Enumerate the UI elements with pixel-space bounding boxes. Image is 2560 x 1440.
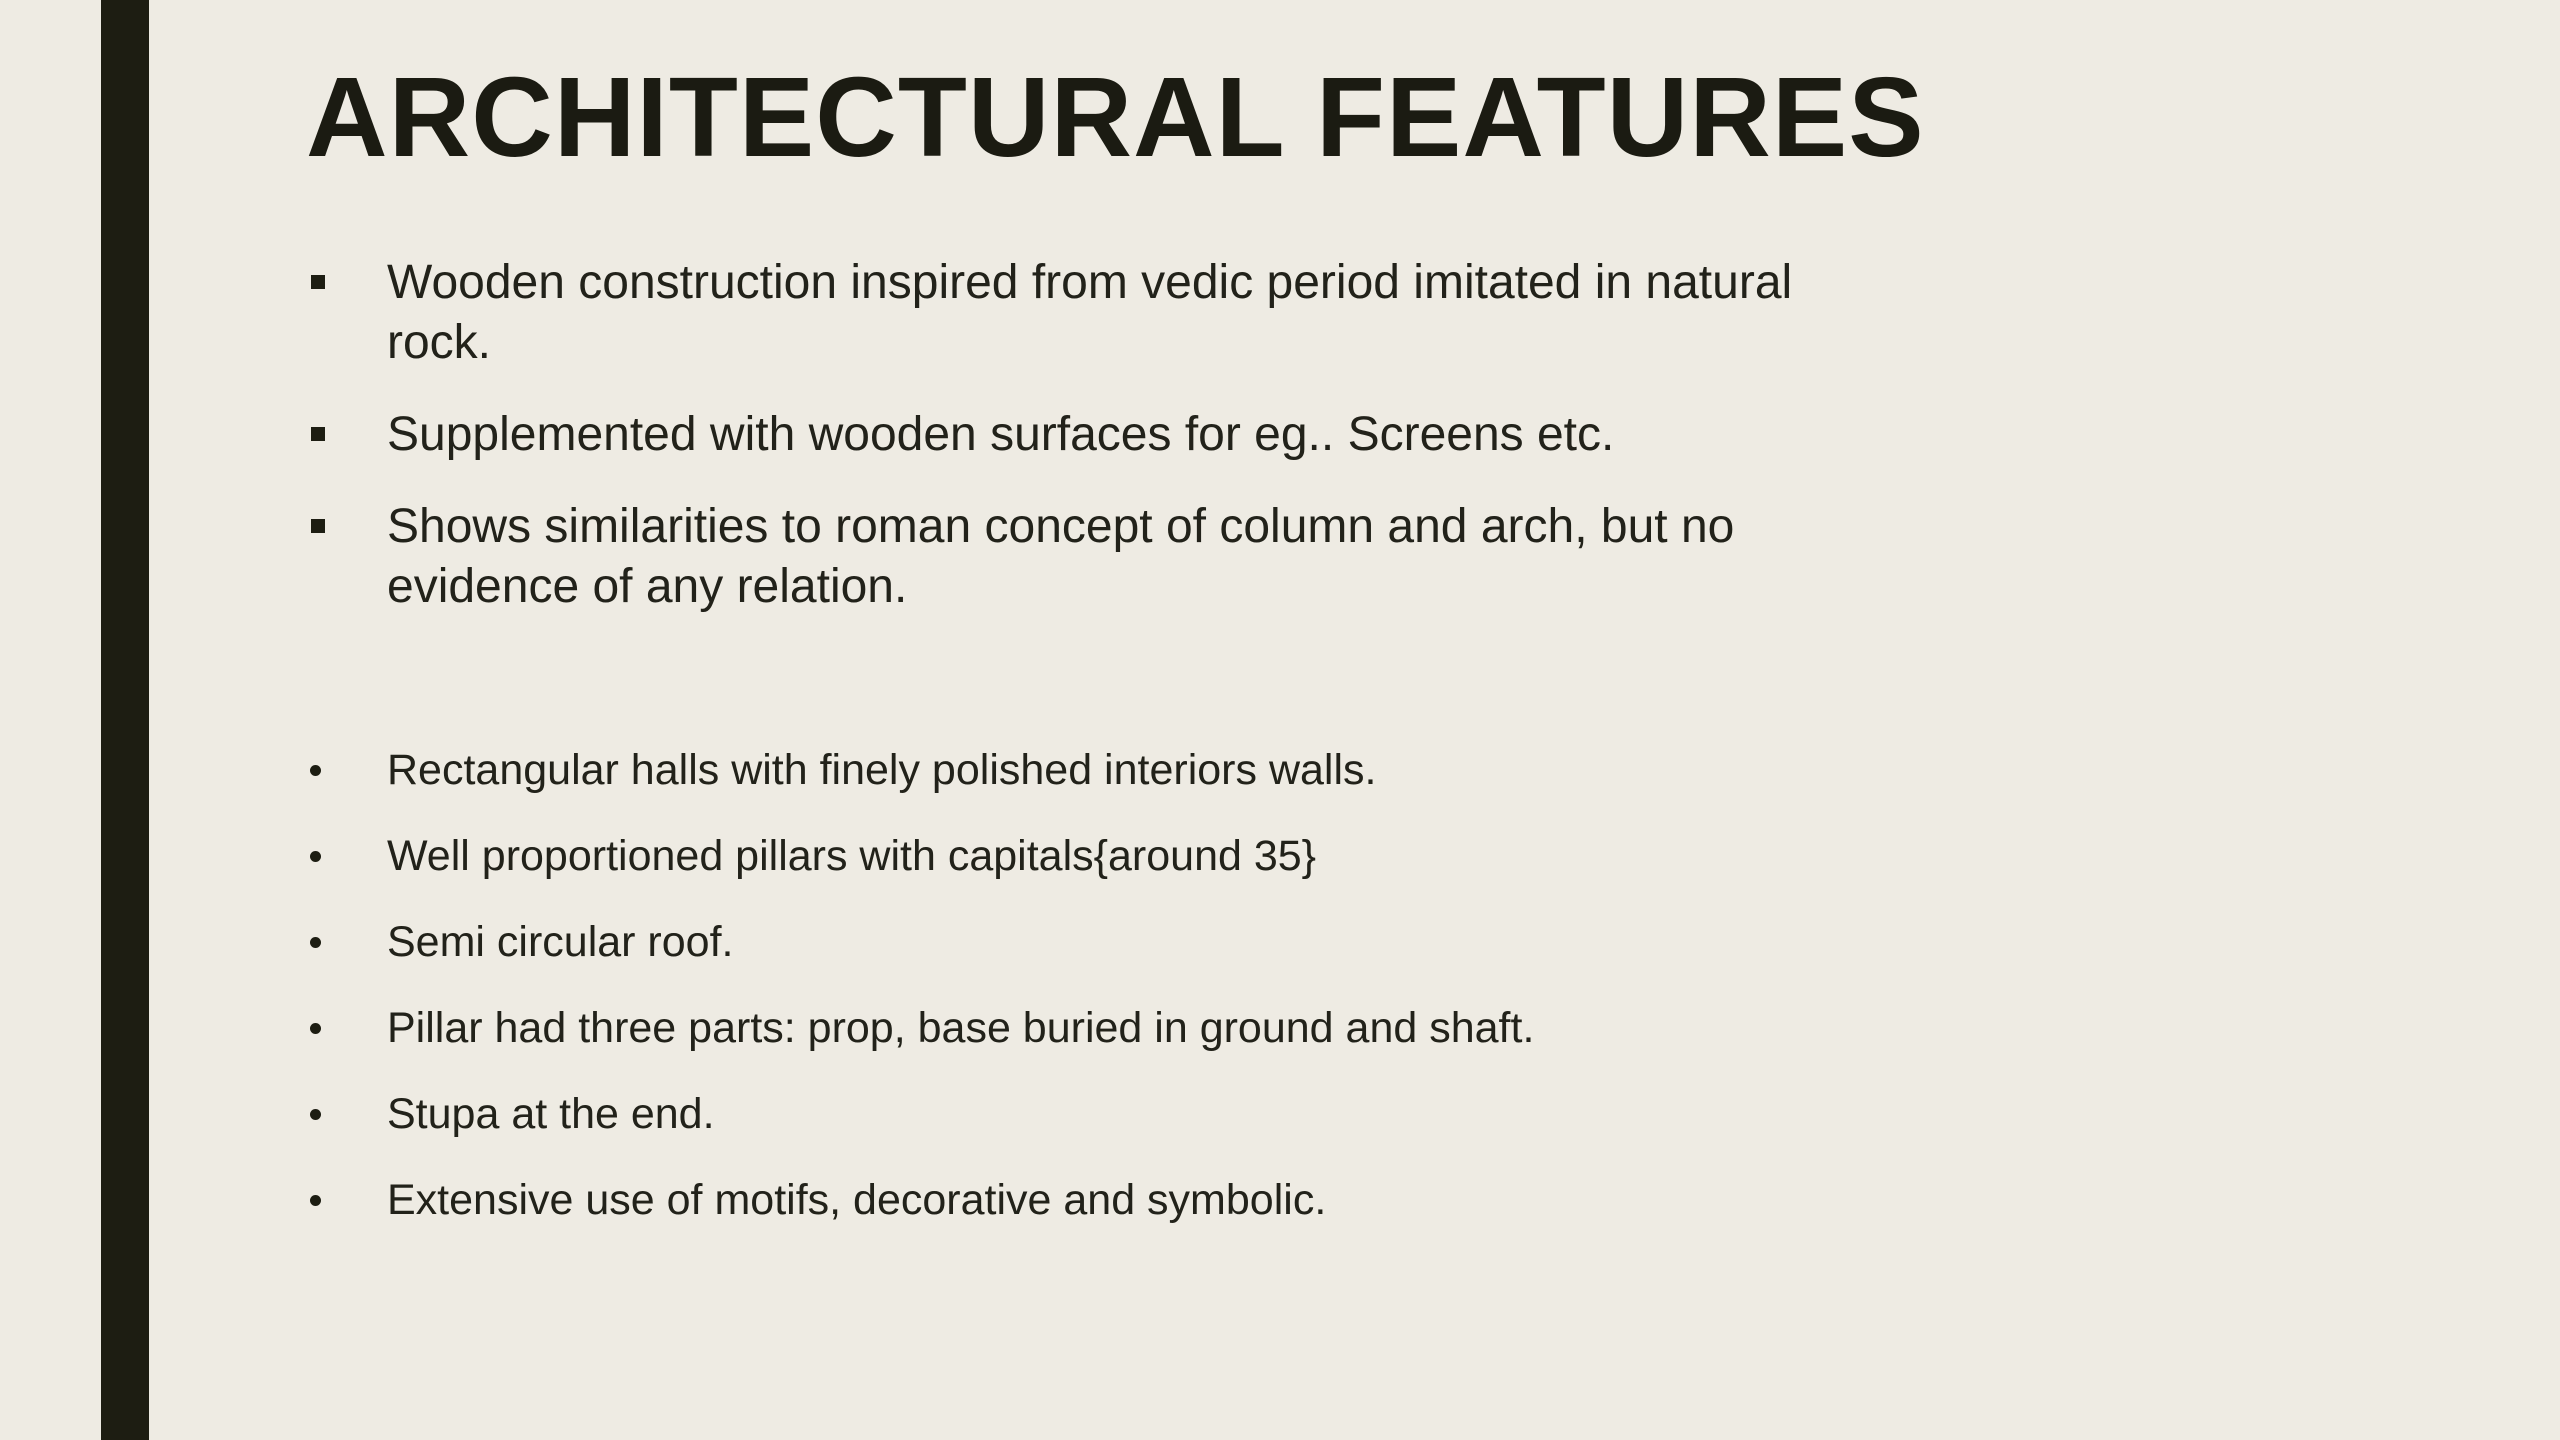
bullet-text: Wooden construction inspired from vedic period imitated in natural rock. [387, 256, 1793, 369]
slide-title: ARCHITECTURAL FEATURES [306, 54, 1925, 180]
list-item [306, 405, 1866, 465]
round-bullet-icon [310, 851, 321, 862]
bullet-text: Extensive use of motifs, decorative and symbolic. [387, 1176, 1327, 1224]
bullet-text: Shows similarities to roman concept of column and arch, but no evidence of any relation. [387, 500, 1735, 613]
square-bullet-icon [311, 519, 325, 533]
square-bullet-icon [311, 427, 325, 441]
bullet-text: Well proportioned pillars with capitals{around 35} [387, 832, 1317, 880]
list-item [306, 1087, 1866, 1141]
round-bullet-icon [310, 1023, 321, 1034]
round-bullet-icon [310, 937, 321, 948]
list-item [306, 253, 1866, 373]
secondary-bullet-list [306, 743, 1866, 1259]
slide-accent-bar [101, 0, 149, 1440]
bullet-text: Stupa at the end. [387, 1090, 715, 1138]
round-bullet-icon [310, 1109, 321, 1120]
list-item [306, 1001, 1866, 1055]
square-bullet-icon [311, 275, 325, 289]
list-item [306, 743, 1866, 797]
bullet-text: Rectangular halls with finely polished interiors walls. [387, 746, 1377, 794]
list-item [306, 1173, 1866, 1227]
list-item [306, 829, 1866, 883]
bullet-text: Pillar had three parts: prop, base buried in ground and shaft. [387, 1004, 1535, 1052]
bullet-text: Semi circular roof. [387, 918, 734, 966]
list-item [306, 497, 1866, 617]
bullet-text: Supplemented with wooden surfaces for eg.. Screens etc. [387, 408, 1615, 461]
primary-bullet-list [306, 253, 1866, 649]
round-bullet-icon [310, 1195, 321, 1206]
round-bullet-icon [310, 765, 321, 776]
list-item [306, 915, 1866, 969]
